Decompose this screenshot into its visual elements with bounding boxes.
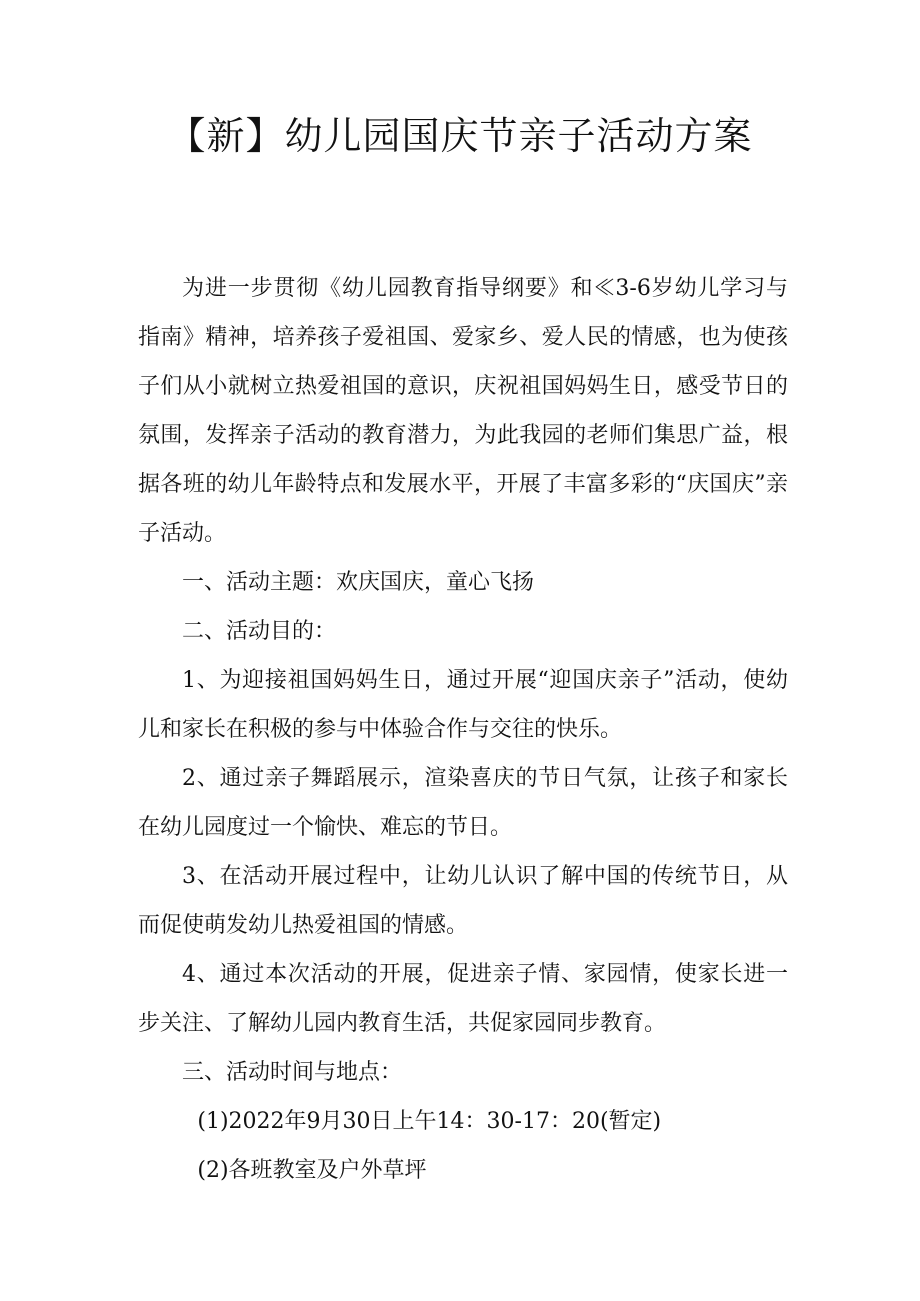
time-place-item-2: (2)各班教室及户外草坪 [197, 1158, 427, 1183]
section-heading-time-place: 三、活动时间与地点： [182, 1060, 403, 1085]
purpose-item-2: 2、通过亲子舞蹈展示，渲染喜庆的节日气氛，让孩子和家长在幼儿园度过一个愉快、难忘的节日。 [138, 766, 788, 840]
section-heading-theme: 一、活动主题：欢庆国庆，童心飞扬 [182, 570, 535, 595]
purpose-item-1: 1、为迎接祖国妈妈生日，通过开展“迎国庆亲子”活动，使幼儿和家长在积极的参与中体验合作与交往的快乐。 [138, 668, 788, 742]
document-title: 【新】幼儿园国庆节亲子活动方案 [167, 114, 753, 158]
time-place-item-1: (1)2022年9月30日上午14：30-17：20(暂定) [197, 1109, 662, 1134]
purpose-item-4: 4、通过本次活动的开展，促进亲子情、家园情，使家长进一步关注、了解幼儿园内教育生活，共促家园同步教育。 [138, 962, 788, 1036]
intro-paragraph: 为进一步贯彻《幼儿园教育指导纲要》和≪3-6岁幼儿学习与指南》精神，培养孩子爱祖国、爱家乡、爱人民的情感，也为使孩子们从小就树立热爱祖国的意识，庆祝祖国妈妈生日，感受节日的氛围，发挥亲子活动的教育潜力，为此我园的老师们集思广益，根据各班的幼儿年龄特点和发展水平，开展了丰富多彩的“庆国庆”亲子活动。 [138, 276, 788, 546]
document-body [138, 264, 788, 1195]
purpose-item-3: 3、在活动开展过程中，让幼儿认识了解中国的传统节日，从而促使萌发幼儿热爱祖国的情感。 [138, 864, 788, 938]
section-heading-purpose: 二、活动目的： [182, 619, 337, 644]
